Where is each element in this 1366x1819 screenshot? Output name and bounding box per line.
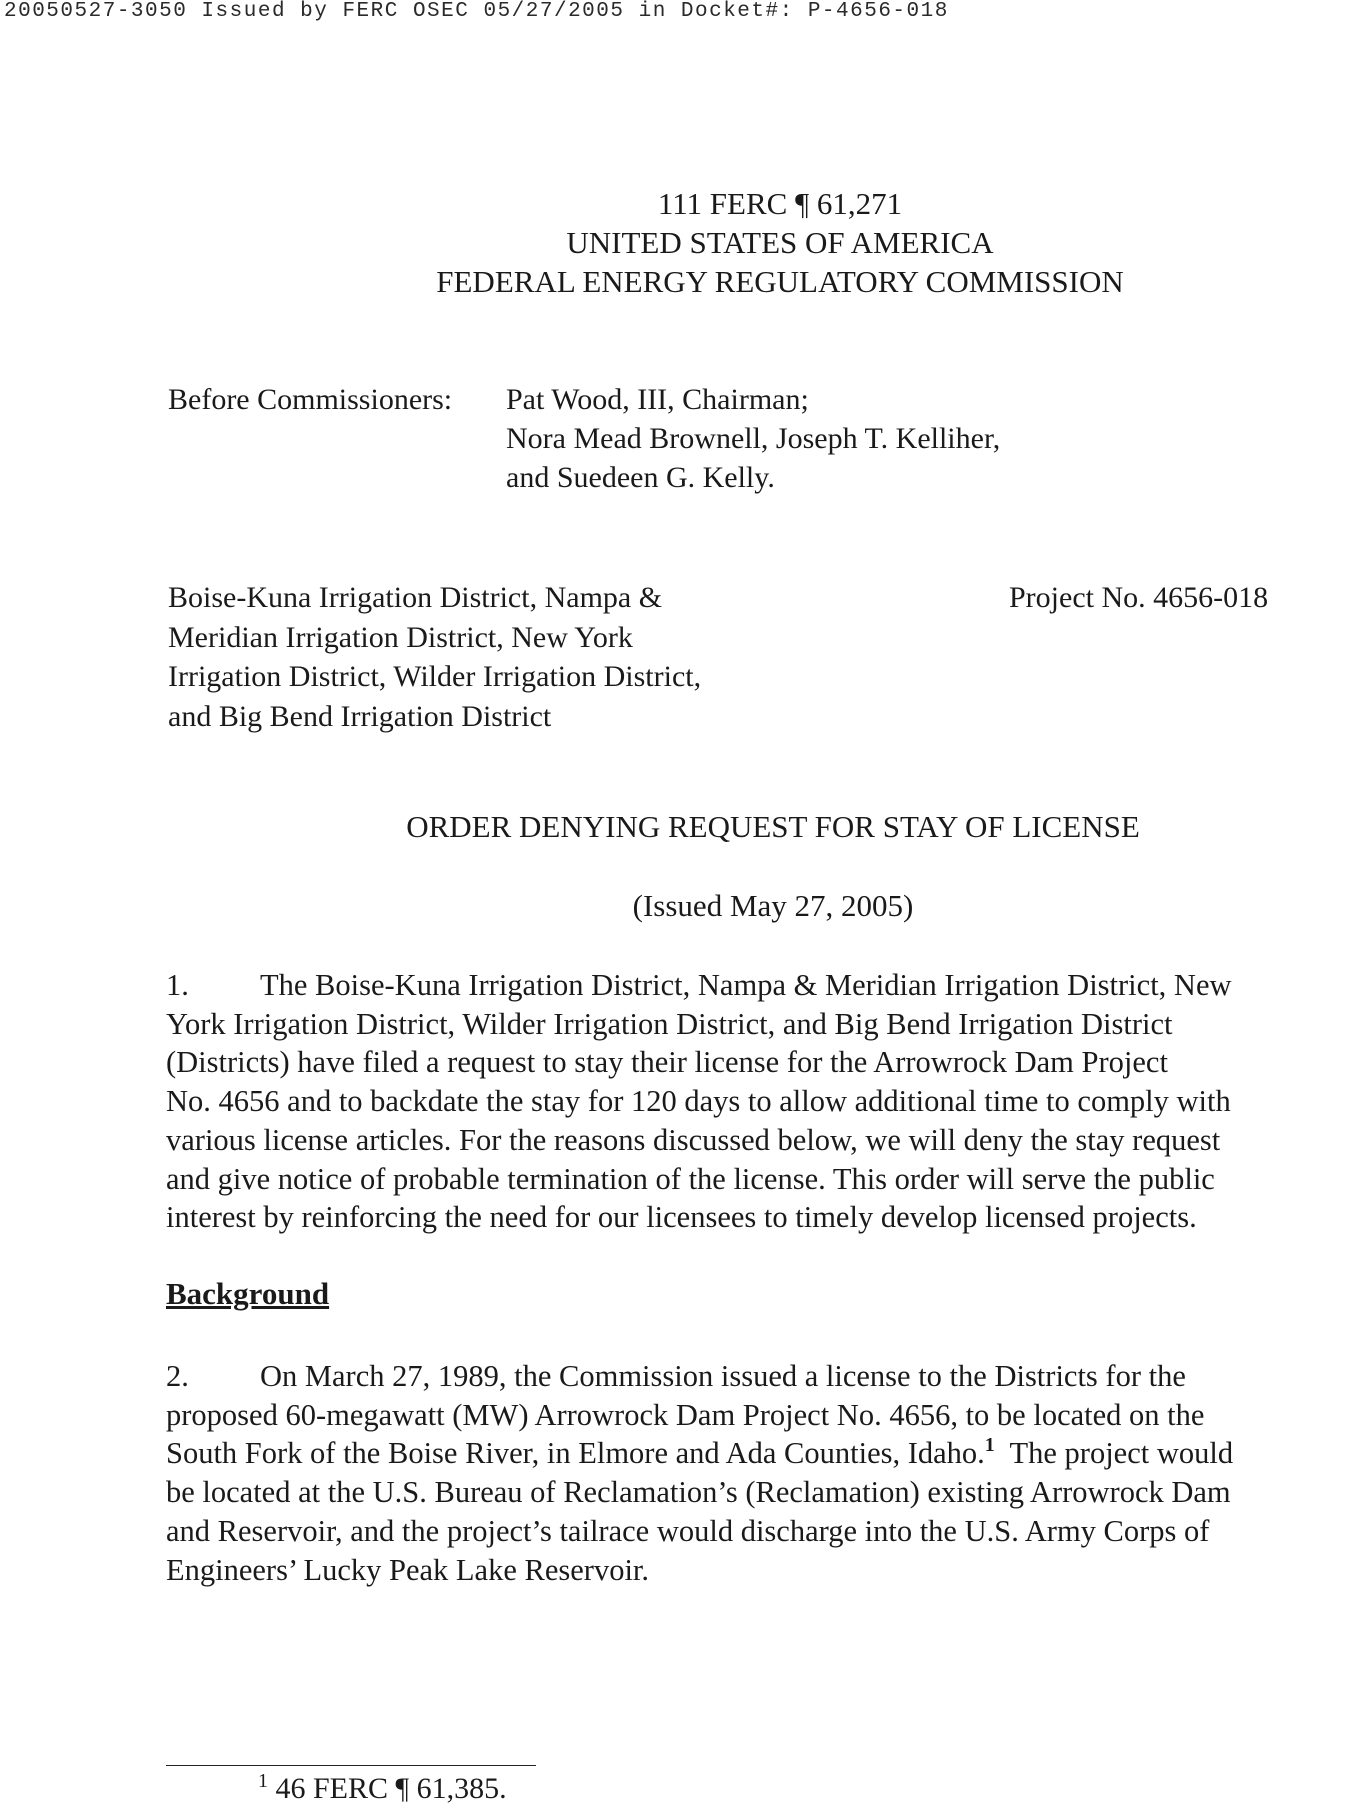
commissioners-label: Before Commissioners: (168, 383, 453, 416)
order-title: ORDER DENYING REQUEST FOR STAY OF LICENSE (406, 809, 1140, 844)
footnote (258, 1772, 507, 1806)
footnote-reference[interactable]: 1 (984, 1434, 995, 1457)
background-heading: Background (166, 1276, 330, 1311)
commissioners-names (506, 380, 1000, 497)
party-line: and Big Bend Irrigation District (168, 699, 552, 733)
issued-date: (Issued May 27, 2005) (632, 888, 914, 923)
paragraph-line: (Districts) have filed a request to stay their license for the Arrowrock Dam Project (166, 1045, 1168, 1080)
paragraph-number: 1. (166, 968, 189, 1002)
paragraph-line: be located at the U.S. Bureau of Reclamation’s (Reclamation) existing Arrowrock Dam (166, 1475, 1231, 1510)
paragraph-line: On March 27, 1989, the Commission issued a license to the Districts for the (260, 1359, 1186, 1393)
paragraph-line: interest by reinforcing the need for our licensees to timely develop licensed projects. (166, 1200, 1197, 1235)
paragraph-number: 2. (166, 1359, 189, 1393)
footnote-text: 46 FERC ¶ 61,385. (268, 1772, 507, 1805)
commissioner-line: Nora Mead Brownell, Joseph T. Kelliher, (506, 422, 1001, 455)
paragraph-line: Engineers’ Lucky Peak Lake Reservoir. (166, 1552, 650, 1587)
paragraph-line: and Reservoir, and the project’s tailrace would discharge into the U.S. Army Corps of (166, 1513, 1210, 1548)
agency-heading: FEDERAL ENERGY REGULATORY COMMISSION (436, 264, 1124, 299)
paragraph-line: proposed 60-megawatt (MW) Arrowrock Dam Project No. 4656, to be located on the (166, 1397, 1205, 1432)
country-heading: UNITED STATES OF AMERICA (566, 225, 994, 260)
party-line: Irrigation District, Wilder Irrigation District, (168, 660, 702, 693)
party-line: Boise-Kuna Irrigation District, Nampa & (168, 581, 663, 614)
paragraph-line-tail: The project would (994, 1436, 1234, 1471)
paragraph-line: No. 4656 and to backdate the stay for 120 days to allow additional time to comply with (166, 1084, 1231, 1119)
commissioner-line: and Suedeen G. Kelly. (506, 461, 775, 494)
commissioner-line: Pat Wood, III, Chairman; (506, 383, 809, 416)
footnote-divider (166, 1765, 536, 1766)
document-caption (0, 184, 1366, 301)
citation: 111 FERC ¶ 61,271 (657, 186, 903, 221)
parties-block (168, 578, 701, 736)
paragraph-2 (166, 1357, 1233, 1589)
paragraph-line (166, 1434, 1233, 1473)
paragraph-line: and give notice of probable termination of the license. This order will serve the public (166, 1161, 1215, 1196)
footnote-marker: 1 (258, 1770, 268, 1792)
paragraph-line: various license articles. For the reasons discussed below, we will deny the stay request (166, 1122, 1221, 1157)
paragraph-line: The Boise-Kuna Irrigation District, Nampa & Meridian Irrigation District, New (260, 968, 1232, 1002)
paragraph-line-text: South Fork of the Boise River, in Elmore and Ada Counties, Idaho. (166, 1436, 985, 1471)
paragraph-1 (166, 966, 1232, 1237)
docket-stamp: 20050527-3050 Issued by FERC OSEC 05/27/2005 in Docket#: P-4656-018 (4, 0, 949, 23)
party-line: Meridian Irrigation District, New York (168, 620, 633, 654)
project-number: Project No. 4656-018 (1009, 581, 1269, 614)
paragraph-line: York Irrigation District, Wilder Irrigation District, and Big Bend Irrigation District (166, 1006, 1173, 1041)
